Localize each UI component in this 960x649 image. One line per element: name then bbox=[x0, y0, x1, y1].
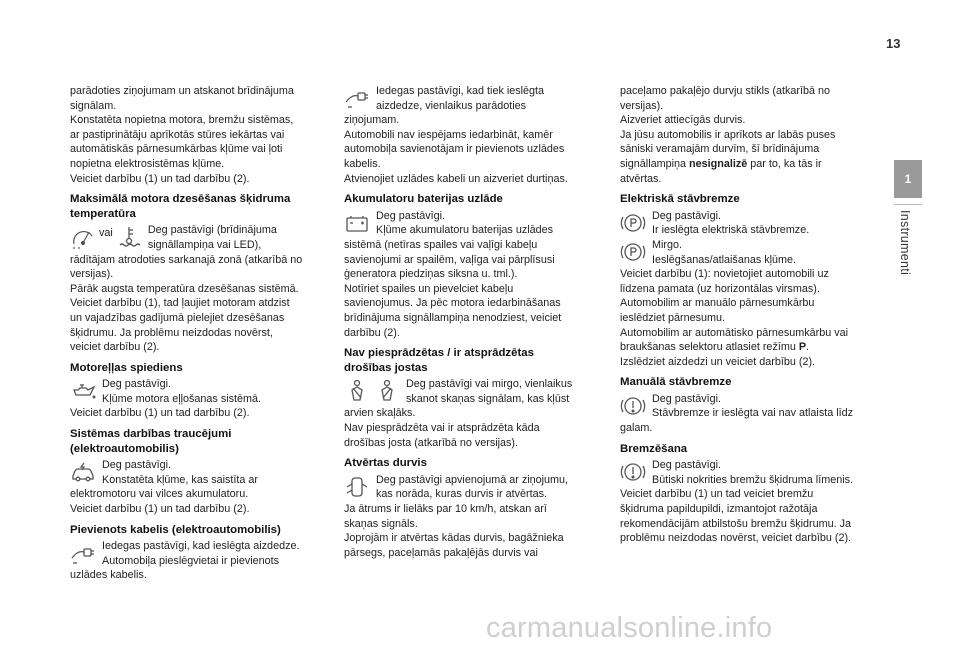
seatbelt-entry: Deg pastāvīgi vai mirgo, vienlaikus skanot skaņas signālam, kas kļūst bbox=[344, 377, 602, 406]
mode-p-text: P bbox=[798, 341, 807, 354]
oil-can-icon bbox=[70, 378, 96, 404]
doors-open-heading: Atvērtas durvis bbox=[344, 457, 427, 470]
drive-fault-heading: Sistēmas darbības traucējumi (elektroautomobilis) bbox=[70, 428, 232, 455]
doors-open-entry: Deg pastāvīgi apvienojumā ar ziņojumu, kas norāda, kuras durvis ir atvērtas. bbox=[344, 473, 602, 502]
watermark: carmanualsonline.info bbox=[486, 612, 773, 644]
plug-warning-entry: Iedegas pastāvīgi, kad tiek ieslēgta aizdedze, vienlaikus parādoties bbox=[344, 84, 602, 113]
coolant-temp-entry: vai Deg pastāvīgi (brīdinājuma signāllampiņa vai LED), bbox=[70, 223, 328, 252]
parking-brake-icon bbox=[620, 210, 646, 236]
battery-charge-heading: Akumulatoru baterijas uzlāde bbox=[344, 193, 503, 206]
drive-fault-entry: Deg pastāvīgi. Konstatēta kļūme, kas saistīta ar bbox=[70, 458, 328, 487]
battery-charge-body: sistēmā (netīras spailes vai vaļīgi kabeļu savienojumi ar spailēm, vaļīga vai pārplīsusi ģeneratora piedziņas siksna u. tml.). Notīriet spailes un pievelciet kabeļu savienojumus. Ja pēc motora iedarbināšanas brīdinājuma signāllampiņa nenodziest, veiciet darbību (2). bbox=[344, 238, 562, 339]
brake-fluid-body: Veiciet darbību (1) un tad veiciet bremžu šķidruma papildupildi, izmantojot ražotāja rekomendācijām atbilstošu bremžu šķidrumu. Ja problēmu neizdodas novērst, veiciet darbību (2). bbox=[620, 488, 852, 545]
brake-warning-icon bbox=[620, 393, 646, 419]
battery-icon bbox=[344, 210, 370, 236]
column-2 bbox=[344, 84, 602, 560]
drive-fault-body: elektromotoru vai vilces akumulatoru. Veiciet darbību (1) un tad darbību (2). bbox=[70, 488, 250, 516]
epb-blink-entry: Mirgo. Ieslēgšanas/atlaišanas kļūme. bbox=[620, 238, 878, 267]
plug-warning-body: ziņojumam. Automobili nav iespējams iedarbināt, kamēr automobiļa savienotājam ir pievienots uzlādes kabelis. Atvienojiet uzlādes kabeli un aizveriet durtiņas. bbox=[344, 114, 568, 185]
emphasis-text: nesignalizē bbox=[689, 157, 748, 170]
col1-intro: parādoties ziņojumam un atskanot brīdinājuma signālam. Konstatēta nopietna motora, bremžu sistēmas, ar pastiprinātāju aprīkotās stūres iekārtas vai automātiskās pārnesumkārbas kļūme vai ļoti nopietna elektrosistēmas kļūme. Veiciet darbību (1) un tad darbību (2). bbox=[70, 85, 294, 185]
coolant-body: rādītājam atrodoties sarkanajā zonā (atkarībā no versijas). Pārāk augsta temperatūra dzesēšanas sistēmā. Veiciet darbību (1), tad ļaujiet motoram atdzist un vajadzības gadījumā pielejiet dzesēšanas šķidrumu. Ja problēmu neizdodas novērst, veiciet darbību (2). bbox=[70, 253, 303, 354]
manual-brake-entry: Deg pastāvīgi. Stāvbremze ir ieslēgta vai nav atlaista līdz bbox=[620, 392, 878, 421]
manual-parking-brake-heading: Manuālā stāvbremze bbox=[620, 376, 732, 389]
seatbelt-icon bbox=[344, 378, 370, 404]
coolant-gauge-icon bbox=[70, 224, 96, 250]
charging-plug-icon bbox=[344, 85, 370, 111]
manual-brake-body: galam. bbox=[620, 422, 653, 435]
seatbelt-body: arvien skaļāks. Nav piesprādzēta vai ir atsprādzēta kāda drošības josta (atkarībā no versijas). bbox=[344, 407, 540, 449]
epb-body: Veiciet darbību (1): novietojiet automobili uz līdzena pamata (uz horizontālas virsmas). Automobilim ar manuālo pārnesumkārbu ieslēdziet pārnesumu. Automobilim ar automātisko pārnesumkārbu vai braukšanas selektoru atlasiet režīmu P. Izslēdziet aizdedzi un veiciet darbību (2). bbox=[620, 268, 849, 368]
cable-connected-heading: Pievienots kabelis (elektroautomobilis) bbox=[70, 523, 281, 536]
tab-divider bbox=[894, 204, 922, 205]
electric-car-fault-icon bbox=[70, 459, 96, 485]
chapter-tab bbox=[894, 160, 922, 520]
or-label: vai bbox=[99, 227, 113, 240]
page-number: 13 bbox=[886, 36, 901, 51]
brake-fluid-entry: Deg pastāvīgi. Būtiski nokrities bremžu šķidruma līmenis. bbox=[620, 458, 878, 487]
oil-pressure-entry: Deg pastāvīgi. Kļūme motora eļļošanas sistēmā. bbox=[70, 377, 328, 406]
column-1 bbox=[70, 84, 328, 583]
cable-connected-body: uzlādes kabelis. bbox=[70, 569, 147, 582]
col3-intro: paceļamo pakaļējo durvju stikls (atkarībā no versijas). Aizveriet attiecīgās durvis. Ja jūsu automobilis ir aprīkots ar labās puses sāniski veramajām durvīm, šī brīdinājuma signāllampiņa nesignalizē par to, ka tās ir atvērtas. bbox=[620, 85, 836, 185]
coolant-desc: Deg pastāvīgi (brīdinājuma bbox=[147, 224, 277, 237]
oil-pressure-body: Veiciet darbību (1) un tad darbību (2). bbox=[70, 407, 250, 420]
battery-charge-entry: Deg pastāvīgi. Kļūme akumulatoru baterijas uzlādes bbox=[344, 209, 602, 238]
open-door-car-icon bbox=[344, 474, 370, 500]
doors-open-body: Ja ātrums ir lielāks par 10 km/h, atskan arī skaņas signāls. Joprojām ir atvērtas kādas durvis, bagāžnieka pārsegs, paceļamās pakaļējās durvis vai bbox=[344, 503, 564, 559]
seatbelt-heading: Nav piesprādzētas / ir atsprādzētas drošības jostas bbox=[344, 347, 534, 374]
coolant-temp-heading: Maksimālā motora dzesēšanas šķidruma temperatūra bbox=[70, 193, 291, 220]
electric-parking-brake-heading: Elektriskā stāvbremze bbox=[620, 193, 740, 206]
epb-on-entry: Deg pastāvīgi. Ir ieslēgta elektriskā stāvbremze. bbox=[620, 209, 878, 238]
brake-fluid-warning-icon bbox=[620, 459, 646, 485]
braking-heading: Bremzēšana bbox=[620, 442, 688, 455]
chapter-number-chip[interactable]: 1 bbox=[894, 160, 922, 198]
column-3 bbox=[620, 84, 878, 546]
oil-pressure-heading: Motoreļļas spiediens bbox=[70, 361, 183, 374]
parking-brake-fault-icon bbox=[620, 239, 646, 265]
cable-connected-entry: Iedegas pastāvīgi, kad ieslēgta aizdedze. Automobiļa pieslēgvietai ir pievienots bbox=[70, 539, 328, 568]
seatbelt-passenger-icon bbox=[374, 378, 400, 404]
chapter-title: Instrumenti bbox=[898, 210, 912, 276]
coolant-temperature-icon bbox=[116, 224, 142, 250]
charging-cable-icon bbox=[70, 540, 96, 566]
